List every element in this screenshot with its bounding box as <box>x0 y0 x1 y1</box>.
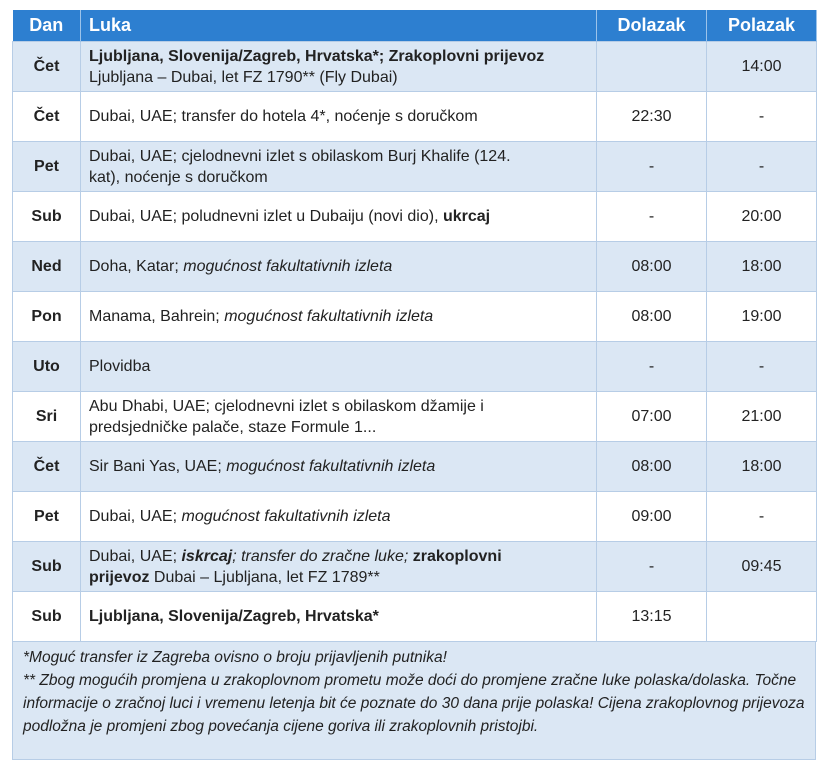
day-cell: Sub <box>13 592 81 642</box>
day-cell: Sub <box>13 192 81 242</box>
departure-cell <box>707 592 817 642</box>
port-text: zrakoplovni <box>412 547 502 565</box>
port-cell <box>81 492 597 542</box>
port-text: iskrcaj <box>181 547 233 565</box>
port-text: kat), noćenje s doručkom <box>89 168 268 186</box>
table-row <box>13 242 817 292</box>
departure-cell: 20:00 <box>707 192 817 242</box>
table-row <box>13 292 817 342</box>
arrival-cell: - <box>597 342 707 392</box>
arrival-cell: - <box>597 192 707 242</box>
port-cell <box>81 192 597 242</box>
departure-cell: 18:00 <box>707 442 817 492</box>
port-text: Abu Dhabi, UAE; cjelodnevni izlet s obilaskom džamije i <box>89 397 484 415</box>
table-row <box>13 492 817 542</box>
arrival-cell: 08:00 <box>597 292 707 342</box>
port-text: Manama, Bahrein; <box>89 308 225 325</box>
table-row <box>13 192 817 242</box>
day-cell: Pet <box>13 142 81 192</box>
departure-cell: - <box>707 92 817 142</box>
departure-cell: 21:00 <box>707 392 817 442</box>
departure-cell: - <box>707 492 817 542</box>
day-cell: Pet <box>13 492 81 542</box>
port-text: Ljubljana, Slovenija/Zagreb, Hrvatska*; Zrakoplovni prijevoz <box>89 47 545 65</box>
port-text: ; transfer do zračne luke; <box>232 547 413 565</box>
port-text: prijevoz <box>89 568 150 586</box>
day-cell: Ned <box>13 242 81 292</box>
departure-cell: 19:00 <box>707 292 817 342</box>
day-cell: Čet <box>13 92 81 142</box>
port-text: Dubai, UAE; <box>89 508 182 525</box>
footnote-transfer: *Moguć transfer iz Zagreba ovisno o broju prijavljenih putnika! <box>23 649 447 666</box>
port-text: Plovidba <box>89 358 151 375</box>
header-arrival: Dolazak <box>597 10 707 42</box>
arrival-cell: 22:30 <box>597 92 707 142</box>
arrival-cell: 08:00 <box>597 242 707 292</box>
port-cell <box>81 292 597 342</box>
footnotes <box>12 642 816 760</box>
table-row <box>13 592 817 642</box>
header-departure: Polazak <box>707 10 817 42</box>
departure-cell: 09:45 <box>707 542 817 592</box>
arrival-cell: 08:00 <box>597 442 707 492</box>
port-text: Dubai, UAE; <box>89 547 182 565</box>
table-row <box>13 392 817 442</box>
day-cell: Čet <box>13 442 81 492</box>
header-port: Luka <box>81 10 597 42</box>
port-text: Sir Bani Yas, UAE; <box>89 458 227 475</box>
port-text: mogućnost fakultativnih izleta <box>224 308 434 325</box>
day-cell: Pon <box>13 292 81 342</box>
arrival-cell: 07:00 <box>597 392 707 442</box>
table-row <box>13 542 817 592</box>
table-row <box>13 42 817 92</box>
port-text: mogućnost fakultativnih izleta <box>226 458 436 475</box>
day-cell: Čet <box>13 42 81 92</box>
arrival-cell: - <box>597 542 707 592</box>
footnote-flight: ** Zbog mogućih promjena u zrakoplovnom prometu može doći do promjene zračne luke polaska/dolaska. Točne informacije o zračnoj luci i vremenu letenja bit će poznate do 30 dana prije polaska! Cijena zrakoplovnog prijevoza podložna je promjeni zbog povećanja cijene goriva ili zrakoplovnih pristojbi. <box>23 672 805 735</box>
port-cell <box>81 592 597 642</box>
table-row <box>13 342 817 392</box>
port-cell <box>81 42 597 92</box>
port-text: mogućnost fakultativnih izleta <box>183 258 393 275</box>
itinerary-table <box>12 10 817 642</box>
day-cell: Sri <box>13 392 81 442</box>
port-text: ukrcaj <box>442 208 491 225</box>
arrival-cell: 13:15 <box>597 592 707 642</box>
port-cell <box>81 242 597 292</box>
itinerary <box>12 10 816 760</box>
departure-cell: - <box>707 342 817 392</box>
port-cell <box>81 92 597 142</box>
port-text: Dubai – Ljubljana, let FZ 1789** <box>149 568 380 586</box>
departure-cell: 14:00 <box>707 42 817 92</box>
port-text: predsjedničke palače, staze Formule 1... <box>89 418 377 436</box>
day-cell: Sub <box>13 542 81 592</box>
arrival-cell: 09:00 <box>597 492 707 542</box>
port-cell <box>81 542 597 592</box>
port-cell <box>81 342 597 392</box>
port-cell <box>81 442 597 492</box>
header-row <box>13 10 817 42</box>
port-text: Dubai, UAE; transfer do hotela 4*, noćenje s doručkom <box>89 108 478 125</box>
arrival-cell <box>597 42 707 92</box>
port-text: Doha, Katar; <box>89 258 184 275</box>
table-row <box>13 92 817 142</box>
arrival-cell: - <box>597 142 707 192</box>
port-text: Dubai, UAE; cjelodnevni izlet s obilaskom Burj Khalife (124. <box>89 147 511 165</box>
table-row <box>13 442 817 492</box>
header-day: Dan <box>13 10 81 42</box>
port-text: Ljubljana, Slovenija/Zagreb, Hrvatska* <box>89 608 379 625</box>
port-cell <box>81 142 597 192</box>
port-text: Ljubljana – Dubai, let FZ 1790** (Fly Dubai) <box>89 68 398 86</box>
port-text: Dubai, UAE; poludnevni izlet u Dubaiju (novi dio), <box>89 208 443 225</box>
port-text: mogućnost fakultativnih izleta <box>181 508 391 525</box>
table-row <box>13 142 817 192</box>
port-cell <box>81 392 597 442</box>
departure-cell: - <box>707 142 817 192</box>
departure-cell: 18:00 <box>707 242 817 292</box>
day-cell: Uto <box>13 342 81 392</box>
